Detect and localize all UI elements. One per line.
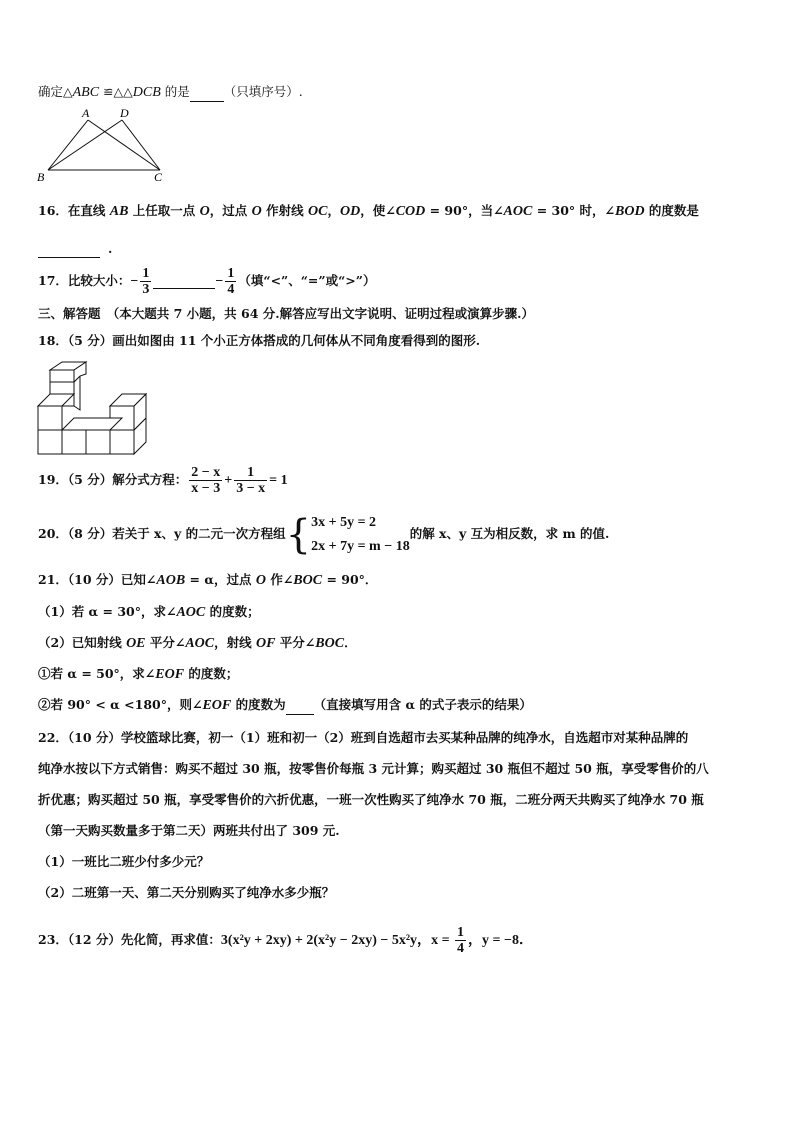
triangle-figure	[34, 106, 168, 184]
fraction: $\frac{1}{3}$	[142, 266, 150, 297]
q17-line: 17．比较大小：− $\frac{1}{3}$ − $\frac{1}{4}$ （填“<”、“=”或“>”）	[38, 266, 376, 297]
q21-stem: 21．（10 分）已知∠AOB = α，过点 O 作∠BOC = 90°．	[38, 572, 378, 588]
q15-line: 确定△ABC ≌△△DCB 的是 （只填序号）.	[38, 84, 303, 100]
q21-case1: ①若 α = 50°，求∠EOF 的度数；	[38, 666, 239, 682]
label-A: A	[82, 106, 90, 120]
answer-blank[interactable]	[286, 714, 314, 715]
answer-blank[interactable]	[190, 101, 224, 102]
q23-line: 23．（12 分）先化简，再求值：3(x²y + 2xy) + 2(x²y − 2xy) − 5x²y，x = $\frac{1}{4}$ ，y = −8．	[38, 925, 534, 956]
answer-blank[interactable]	[38, 257, 100, 258]
q20-line: 20．（8 分）若关于 x、y 的二元一次方程组{ 3x + 5y = 2 2x + 7y = m − 18 的解 x、y 互为相反数，求 m 的值.	[38, 511, 610, 558]
label-C: C	[154, 170, 163, 184]
q22-line4: （第一天购买数量多于第二天）两班共付出了 309 元.	[38, 823, 340, 838]
fraction: $\frac{1}{3 - x}$	[236, 465, 266, 496]
label-B: B	[37, 170, 45, 184]
q22-sub1: （1）一班比二班少付多少元？	[38, 854, 210, 869]
cube-figure	[36, 360, 160, 456]
equation-system: 3x + 5y = 2 2x + 7y = m − 18	[311, 514, 410, 554]
q21-part1: （1）若 α = 30°，求∠AOC 的度数；	[38, 604, 260, 620]
q22-line1: 22．（10 分）学校篮球比赛，初一（1）班和初一（2）班到自选超市去买某种品牌的纯净水，自选超市对某种品牌的	[38, 730, 689, 745]
answer-blank[interactable]	[153, 288, 215, 289]
q22-line3: 折优惠；购买超过 50 瓶，享受零售价的六折优惠，一班一次性购买了纯净水 70 瓶，二班分两天共购买了纯净水 70 瓶	[38, 792, 704, 807]
fraction: $\frac{2 - x}{x - 3}$	[191, 465, 221, 496]
fraction: $\frac{1}{4}$	[227, 266, 235, 297]
q21-case2: ②若 90° < α <180°，则∠EOF 的度数为 （直接填写用含 α 的式子表示的结果）	[38, 697, 532, 713]
q22-sub2: （2）二班第一天、第二天分别购买了纯净水多少瓶？	[38, 885, 335, 900]
fraction: $\frac{1}{4}$	[457, 925, 465, 956]
q18-line: 18．（5 分）画出如图由 11 个小正方体搭成的几何体从不同角度看得到的图形.	[38, 333, 481, 348]
system-brace: {	[285, 511, 312, 558]
q16-blank-line: .	[38, 240, 112, 258]
q21-part2: （2）已知射线 OE 平分∠AOC，射线 OF 平分∠BOC．	[38, 635, 357, 651]
section-heading: 三、解答题 （本大题共 7 小题，共 64 分.解答应写出文字说明、证明过程或演算步骤.）	[38, 306, 534, 321]
q22-line2: 纯净水按以下方式销售：购买不超过 30 瓶，按零售价每瓶 3 元计算；购买超过 30 瓶但不超过 50 瓶，享受零售价的八	[38, 761, 709, 776]
label-D: D	[120, 106, 129, 120]
q16-line: 16．在直线 AB 上任取一点 O，过点 O 作射线 OC，OD，使∠COD = 90°，当∠AOC = 30° 时，∠BOD 的度数是	[38, 203, 699, 219]
q19-line: 19．（5 分）解分式方程： $\frac{2 - x}{x - 3}$ + $\frac{1}{3 - x}$ = 1	[38, 465, 288, 496]
